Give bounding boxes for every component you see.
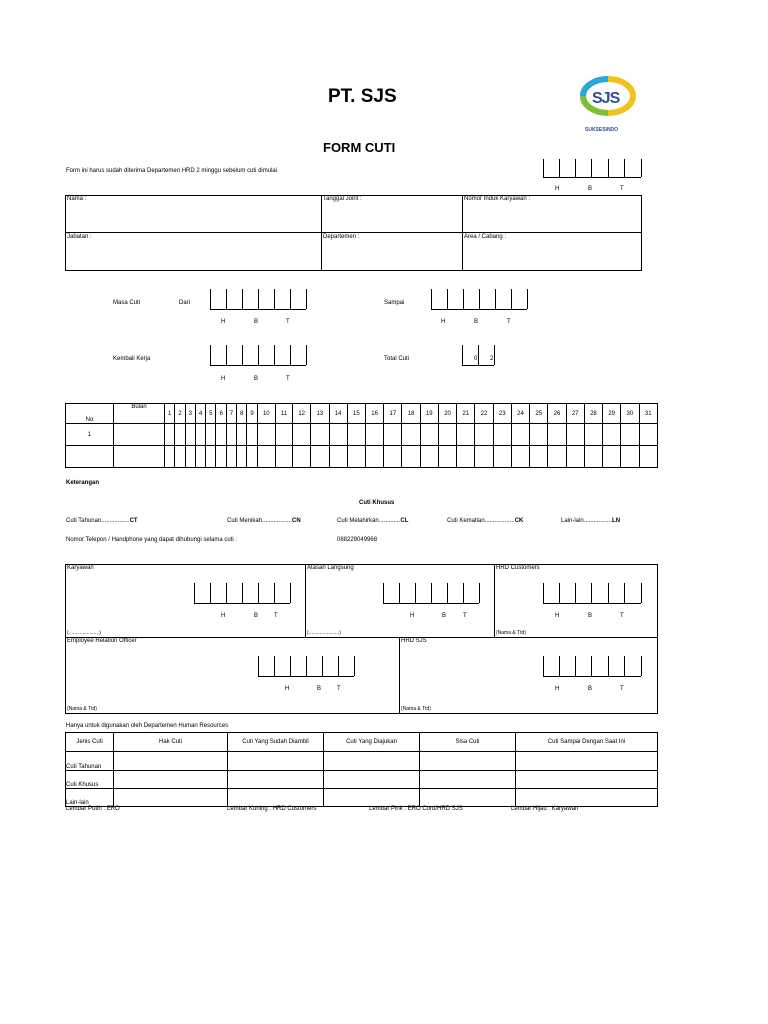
cal-day-header: 28 [584,404,602,424]
cal-day-cell[interactable] [237,424,247,446]
cal-day-cell[interactable] [420,446,438,468]
hr-row-tahunan: Cuti Tahunan [66,752,114,771]
calendar-table [65,403,658,468]
sig-hrd-sjs-label: HRD SJS [401,638,427,644]
hr-col-sisa: Sisa Cuti [420,733,516,752]
cal-day-header: 18 [402,404,420,424]
keterangan-label: Keterangan [66,480,100,486]
total-cuti-digit-2: 2 [490,356,494,362]
logo-subtext: SUKSESINDO [585,127,619,133]
cal-day-cell[interactable] [548,424,566,446]
legend-cn: Cuti Menikah..................CN [227,518,301,524]
cal-day-header: 11 [275,404,292,424]
hr-cell[interactable] [228,771,324,789]
cal-day-header: 25 [530,404,548,424]
cal-day-cell[interactable] [566,446,584,468]
sig-atasan-h: H [410,613,415,619]
cal-day-cell[interactable] [402,424,420,446]
cal-day-cell[interactable] [457,424,475,446]
sig-ero-label: Employee Relation Officer [67,638,137,644]
cal-day-cell[interactable] [175,424,185,446]
sig-ero-t: T [337,686,341,692]
cal-day-cell[interactable] [206,424,216,446]
form-title: FORM CUTI [323,140,396,155]
cal-day-cell[interactable] [257,446,275,468]
notice-text: Form ini harus sudah diterima Departemen HRD 2 minggu sebelum cuti dimulai [66,168,278,174]
cal-day-cell[interactable] [195,446,205,468]
cal-day-header: 2 [175,404,185,424]
date-t-label: T [620,186,624,192]
hr-col-hak: Hak Cuti [114,733,228,752]
hr-cell[interactable] [516,771,658,789]
jabatan-field[interactable]: Jabatan : [67,234,92,240]
hr-cell[interactable] [420,752,516,771]
hr-cell[interactable] [228,752,324,771]
hr-note: Hanya untuk digunakan oleh Departemen Human Resources [66,723,229,729]
cal-day-cell[interactable] [384,424,402,446]
cal-day-cell[interactable] [584,446,602,468]
cal-day-cell[interactable] [165,424,175,446]
signature-box [65,564,658,714]
cal-day-cell[interactable] [475,424,493,446]
cal-day-cell[interactable] [311,424,329,446]
phone-value[interactable]: 088229049968 [337,537,378,543]
masa-cuti-label: Masa Cuti [113,300,141,306]
sig-hrdc-h: H [555,613,560,619]
hr-cell[interactable] [420,771,516,789]
sig-karyawan-label: Karyawan [67,565,94,571]
cal-day-cell[interactable] [216,424,226,446]
cal-row-no-empty [66,446,114,468]
hr-cell[interactable] [516,752,658,771]
kembali-kerja-label: Kembali Kerja [113,356,151,362]
cal-day-cell[interactable] [511,446,529,468]
cal-day-cell[interactable] [247,446,257,468]
legend-ln: Lain-lain.................LN [561,518,621,524]
hr-table [65,732,658,807]
cal-no-header: No [66,404,114,424]
cal-day-header: 16 [366,404,384,424]
cal-day-cell[interactable] [530,424,548,446]
cal-day-cell[interactable] [384,446,402,468]
cal-day-cell[interactable] [311,446,329,468]
date-h-label: H [555,186,560,192]
cal-day-header: 6 [216,404,226,424]
cal-day-cell[interactable] [438,446,456,468]
cal-day-cell[interactable] [457,446,475,468]
legend-ct: Cuti Tahunan.................CT [66,518,138,524]
company-logo [578,74,638,138]
sampai-label: Sampai [384,300,405,306]
sampai-t: T [507,319,511,325]
cal-day-header: 8 [237,404,247,424]
cal-day-cell[interactable] [185,446,195,468]
employee-info-box [65,195,642,271]
cal-day-header: 10 [257,404,275,424]
cal-day-cell[interactable] [275,446,292,468]
cal-row-no: 1 [66,424,114,446]
cal-day-cell[interactable] [438,424,456,446]
cal-day-cell[interactable] [175,446,185,468]
cal-day-cell[interactable] [493,424,511,446]
hr-col-diambil: Cuti Yang Sudah Diambil [228,733,324,752]
cal-day-cell[interactable] [293,424,311,446]
cal-day-cell[interactable] [165,446,175,468]
cal-day-cell[interactable] [420,424,438,446]
cal-day-header: 22 [475,404,493,424]
cal-day-header: 13 [311,404,329,424]
nik-field[interactable]: Nomor Induk Karyawan : [464,196,531,202]
kembali-h: H [221,376,226,382]
cal-day-header: 14 [329,404,347,424]
hr-cell[interactable] [420,789,516,807]
cal-day-header: 17 [384,404,402,424]
sig-atasan-label: Atasan Langsung [307,565,354,571]
footer-hijau: Lembar Hijau : Karyawan [511,806,579,812]
cal-bulan-cell[interactable] [114,424,165,446]
hr-cell[interactable] [114,752,228,771]
sig-hrdc-t: T [620,613,624,619]
cal-day-cell[interactable] [639,446,657,468]
hr-cell[interactable] [228,789,324,807]
legend-ck: Cuti Kematian..................CK [447,518,524,524]
cal-day-cell[interactable] [347,446,365,468]
cal-day-header: 23 [493,404,511,424]
sig-ero-b: B [317,686,322,692]
hr-cell[interactable] [324,789,420,807]
hr-cell[interactable] [324,752,420,771]
cal-day-cell[interactable] [366,446,384,468]
sig-atasan-b: B [442,613,447,619]
cal-day-header: 15 [347,404,365,424]
cal-day-cell[interactable] [293,446,311,468]
footer-kuning: Lembar Kuning : HRD Customers [227,806,317,812]
cal-day-cell[interactable] [493,446,511,468]
cal-day-header: 3 [185,404,195,424]
kembali-b: B [254,376,259,382]
cal-bulan-header: Bulan [114,404,165,424]
cal-day-cell[interactable] [603,446,621,468]
departemen-field[interactable]: Departemen : [323,234,360,240]
hr-row-lain: Lain-lain [66,789,114,807]
sig-karyawan-t: T [274,613,278,619]
cal-day-cell[interactable] [621,446,639,468]
cal-day-cell[interactable] [226,424,236,446]
sig-karyawan-b: B [254,613,259,619]
sampai-h: H [441,319,446,325]
cal-day-cell[interactable] [475,446,493,468]
sig-karyawan-h: H [221,613,226,619]
footer-pink: Lembar Pink : ERO Cord/HRD SJS [369,806,463,812]
cal-day-cell[interactable] [402,446,420,468]
hr-col-sampai: Cuti Sampai Dengan Saat Ini [516,733,658,752]
cal-day-cell[interactable] [584,424,602,446]
sig-hrdsjs-t: T [620,686,624,692]
cal-day-cell[interactable] [530,446,548,468]
cal-day-cell[interactable] [275,424,292,446]
cal-day-cell[interactable] [621,424,639,446]
sampai-b: B [474,319,479,325]
cal-day-cell[interactable] [195,424,205,446]
cal-day-header: 20 [438,404,456,424]
cal-day-header: 26 [548,404,566,424]
cal-day-header: 27 [566,404,584,424]
cal-day-cell[interactable] [347,424,365,446]
cal-day-header: 7 [226,404,236,424]
date-b-label: B [588,186,593,192]
area-field[interactable]: Area / Cabang : [464,234,507,240]
sig-ero-h: H [285,686,290,692]
hr-cell[interactable] [114,789,228,807]
phone-label: Nomor Telepon / Handphone yang dapat dihubungi selama cuti : [66,537,238,543]
hr-cell[interactable] [114,771,228,789]
sig-atasan-name[interactable]: (......................) [307,630,341,636]
tanggal-joint-field[interactable]: Tanggal Joint : [323,196,362,202]
cal-day-cell[interactable] [548,446,566,468]
cal-day-cell[interactable] [511,424,529,446]
dari-label: Dari [179,300,191,306]
cal-day-header: 12 [293,404,311,424]
sig-hrdc-name[interactable]: (Nama & Ttd) [496,630,526,636]
sig-hrdc-b: B [588,613,593,619]
sig-hrdsjs-name[interactable]: (Nama & Ttd) [401,706,431,712]
hr-col-jenis: Jenis Cuti [66,733,114,752]
sig-ero-name[interactable]: (Nama & Ttd) [67,706,97,712]
cal-day-header: 1 [165,404,175,424]
cuti-khusus-label: Cuti Khusus [359,500,395,506]
nama-field[interactable]: Nama : [67,196,87,202]
cal-day-cell[interactable] [237,446,247,468]
company-title: PT. SJS [328,86,397,107]
dari-t: T [286,319,290,325]
cal-day-header: 24 [511,404,529,424]
cal-day-header: 5 [206,404,216,424]
cal-day-cell[interactable] [603,424,621,446]
cal-day-cell[interactable] [639,424,657,446]
cal-bulan-cell[interactable] [114,446,165,468]
cal-day-header: 9 [247,404,257,424]
sig-hrd-customers-label: HRD Customers [496,565,540,571]
kembali-t: T [286,376,290,382]
cal-day-header: 31 [639,404,657,424]
cal-day-header: 19 [420,404,438,424]
sig-atasan-t: T [463,613,467,619]
hr-col-diajukan: Cuti Yang Diajukan [324,733,420,752]
cal-day-header: 29 [603,404,621,424]
footer-putih: Lembar Putih : ERO [66,806,120,812]
cal-day-cell[interactable] [185,424,195,446]
hr-row-khusus: Cuti Khusus [66,771,114,789]
total-cuti-digit-1: 0 [474,356,478,362]
cal-day-header: 30 [621,404,639,424]
cal-day-cell[interactable] [216,446,226,468]
cal-day-header: 4 [195,404,205,424]
logo-text: SJS [592,90,620,107]
hr-cell[interactable] [516,789,658,807]
total-cuti-label: Total Cuti [384,356,410,362]
cal-day-cell[interactable] [226,446,236,468]
cal-day-cell[interactable] [257,424,275,446]
cal-day-cell[interactable] [329,424,347,446]
cal-day-cell[interactable] [247,424,257,446]
cal-day-cell[interactable] [329,446,347,468]
cal-day-cell[interactable] [366,424,384,446]
sig-hrdsjs-h: H [555,686,560,692]
sig-karyawan-name[interactable]: (......................) [67,630,101,636]
dari-b: B [254,319,259,325]
cal-day-cell[interactable] [566,424,584,446]
dari-h: H [221,319,226,325]
hr-cell[interactable] [324,771,420,789]
cal-day-header: 21 [457,404,475,424]
legend-cl: Cuti Melahirkan.............CL [337,518,409,524]
cal-day-cell[interactable] [206,446,216,468]
sig-hrdsjs-b: B [588,686,593,692]
